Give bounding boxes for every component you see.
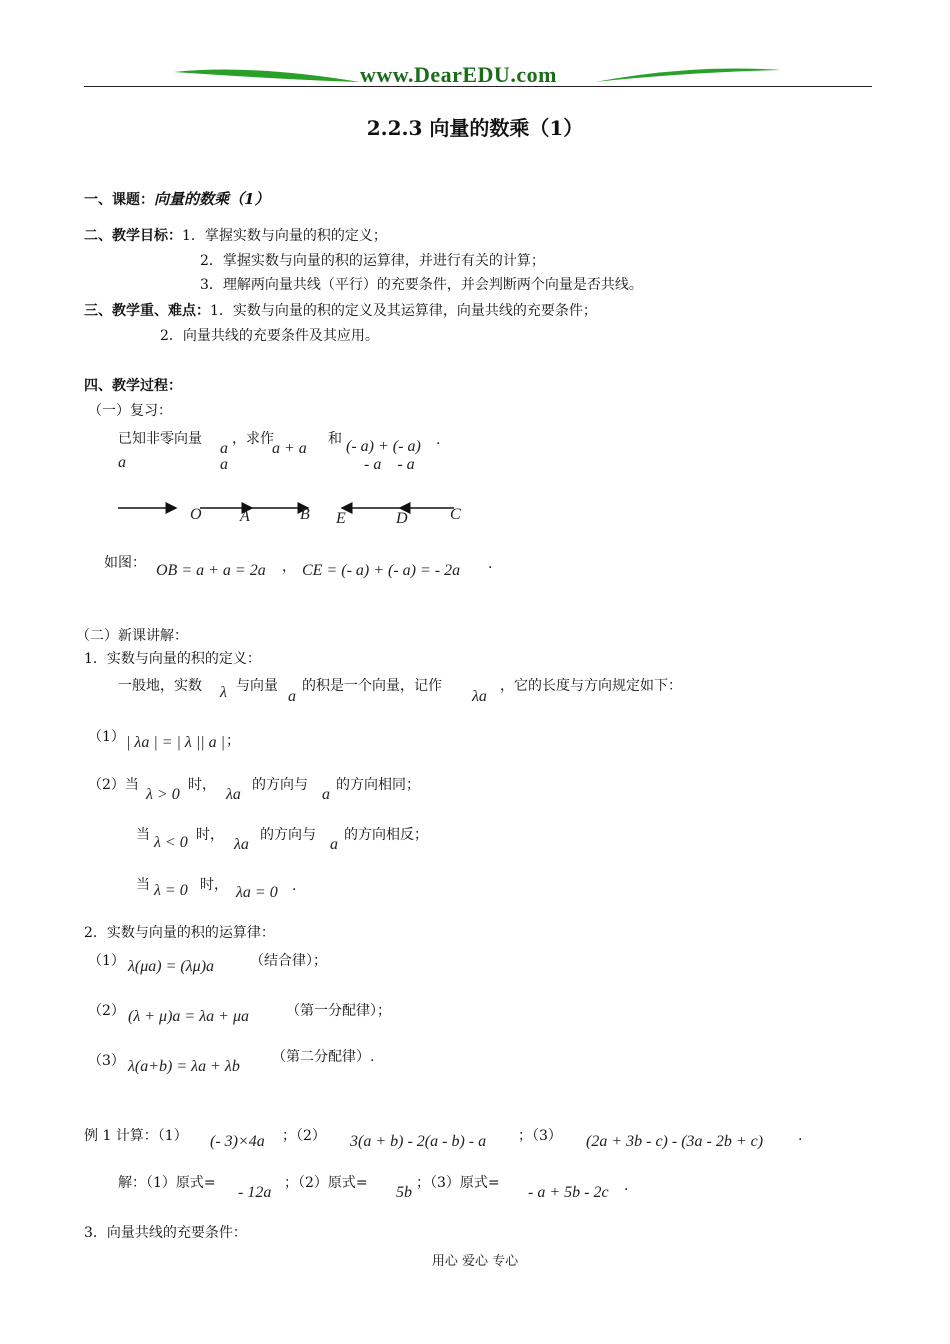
review-a-vector-3: a	[220, 456, 228, 473]
rule-3-lambda-a: λa	[234, 836, 249, 853]
rule-1-math: | λa | = | λ || a |	[126, 734, 226, 751]
example-dot: .	[798, 1128, 803, 1144]
definition-text-2: 与向量	[236, 678, 278, 694]
law-3-math: λ(a+b) = λa + λb	[128, 1058, 240, 1075]
definition-text-4: ，它的长度与方向规定如下：	[500, 678, 682, 694]
rule-3-condition: λ < 0	[154, 834, 188, 851]
section-goals	[84, 225, 387, 245]
definition-heading: 1．实数与向量的积的定义：	[84, 651, 261, 667]
rule-3-text-3: 的方向相反；	[344, 827, 428, 843]
rule-2-text-3: 的方向相同；	[336, 777, 420, 793]
rule-2-text-2: 的方向与	[252, 777, 308, 793]
colinear-heading: 3．向量共线的充要条件：	[84, 1225, 247, 1241]
key-point-item: 1．实数与向量的积的定义及其运算律，向量共线的充要条件；	[210, 303, 597, 319]
solution-label: 解：（1）原式=	[118, 1175, 216, 1191]
law-1-note: （结合律）；	[250, 953, 327, 969]
point-label-b: B	[300, 506, 310, 523]
key-point-item: 2．向量共线的充要条件及其应用。	[160, 328, 379, 344]
review-math-neg-sub: - a - a	[364, 456, 415, 473]
rule-4-result: λa = 0	[236, 884, 278, 901]
figure-math-ce: CE = (- a) + (- a) = - 2a	[302, 562, 461, 579]
new-lesson-heading: （二）新课讲解：	[76, 628, 188, 644]
point-label-c: C	[450, 506, 461, 523]
point-label-e: E	[336, 510, 346, 527]
point-label-d: D	[396, 510, 408, 527]
figure-comma: ，	[282, 559, 296, 575]
definition-lambda: λ	[220, 684, 227, 701]
review-math-sum: a + a	[272, 440, 307, 457]
section-topic-label: 一、课题：	[84, 192, 154, 208]
solution-sep-1: ；（2）原式=	[284, 1175, 368, 1191]
law-2-note: （第一分配律）；	[286, 1003, 391, 1019]
section-key-points	[84, 300, 597, 320]
rule-4-dot: .	[292, 878, 297, 894]
definition-text-3: 的积是一个向量，记作	[302, 678, 442, 694]
rule-2-lambda-a: λa	[226, 786, 241, 803]
rule-2-text-1: 时，	[188, 777, 216, 793]
rule-4-text-1: 时，	[200, 877, 228, 893]
page-footer: 用心 爱心 专心	[431, 1254, 519, 1269]
solution-1: - 12a	[238, 1184, 272, 1201]
goal-item: 3．理解两向量共线（平行）的充要条件，并会判断两个向量是否共线。	[200, 277, 643, 293]
goal-item: 2．掌握实数与向量的积的运算律，并进行有关的计算；	[200, 253, 545, 269]
solution-3: - a + 5b - 2c	[528, 1184, 609, 1201]
review-a-vector: a	[118, 454, 126, 471]
rule-1-end: ；	[226, 733, 240, 749]
rule-2-condition: λ > 0	[146, 786, 180, 803]
example-3-expression: (2a + 3b - c) - (3a - 2b + c)	[586, 1133, 764, 1150]
rule-2-a: a	[322, 786, 330, 803]
section-topic-value: 向量的数乘（1）	[154, 190, 270, 208]
section-topic	[84, 188, 269, 209]
solution-sep-2: ；（3）原式=	[416, 1175, 500, 1191]
example-sep-1: ；（2）	[282, 1128, 326, 1144]
rule-4-prefix: 当	[136, 877, 150, 893]
definition-text-1: 一般地，实数	[118, 678, 202, 694]
law-3-number: （3）	[88, 1053, 125, 1069]
goal-item: 1．掌握实数与向量的积的定义；	[182, 228, 387, 244]
section-key-points-label: 三、教学重、难点：	[84, 303, 210, 319]
law-3-note: （第二分配律）.	[272, 1049, 375, 1065]
laws-heading: 2．实数与向量的积的运算律：	[84, 925, 275, 941]
review-dot: .	[436, 432, 441, 448]
definition-a: a	[288, 688, 296, 705]
review-a-vector-2: a	[220, 440, 228, 457]
law-2-number: （2）	[88, 1003, 125, 1019]
review-math-neg-sum: (- a) + (- a)	[346, 438, 421, 455]
solution-dot: .	[624, 1178, 629, 1194]
site-logo-text: www.DearEDU.com	[360, 62, 557, 87]
figure-dot: .	[488, 556, 493, 572]
rule-1-number: （1）	[88, 729, 125, 745]
law-1-number: （1）	[88, 953, 125, 969]
rule-3-text-1: 时，	[196, 827, 224, 843]
law-1-math: λ(μa) = (λμ)a	[128, 958, 215, 975]
review-text: 已知非零向量	[118, 431, 202, 447]
figure-label: 如图：	[104, 555, 146, 571]
rule-3-prefix: 当	[136, 827, 150, 843]
review-and: 和	[328, 431, 342, 447]
point-label-a: A	[240, 508, 250, 525]
solution-2: 5b	[396, 1184, 412, 1201]
point-label-o: O	[190, 506, 202, 523]
figure-math-ob: OB = a + a = 2a	[156, 562, 266, 579]
section-process-label: 四、教学过程：	[84, 378, 182, 394]
definition-lambda-a: λa	[472, 688, 487, 705]
law-2-math: (λ + μ)a = λa + μa	[128, 1008, 249, 1025]
example-1-expression: (- 3)×4a	[210, 1133, 265, 1150]
rule-3-text-2: 的方向与	[260, 827, 316, 843]
review-text-2: ，求作	[232, 431, 274, 447]
review-heading: （一）复习：	[88, 403, 172, 419]
example-label: 例 1 计算：（1）	[84, 1128, 188, 1144]
rule-4-condition: λ = 0	[154, 882, 188, 899]
rule-3-a: a	[330, 836, 338, 853]
page-title: 2.2.3 向量的数乘（1）	[366, 116, 584, 140]
example-2-expression: 3(a + b) - 2(a - b) - a	[350, 1133, 487, 1150]
section-goals-label: 二、教学目标：	[84, 228, 182, 244]
example-sep-2: ；（3）	[518, 1128, 562, 1144]
header-divider	[84, 86, 872, 87]
rule-2-number: （2）当	[88, 777, 139, 793]
